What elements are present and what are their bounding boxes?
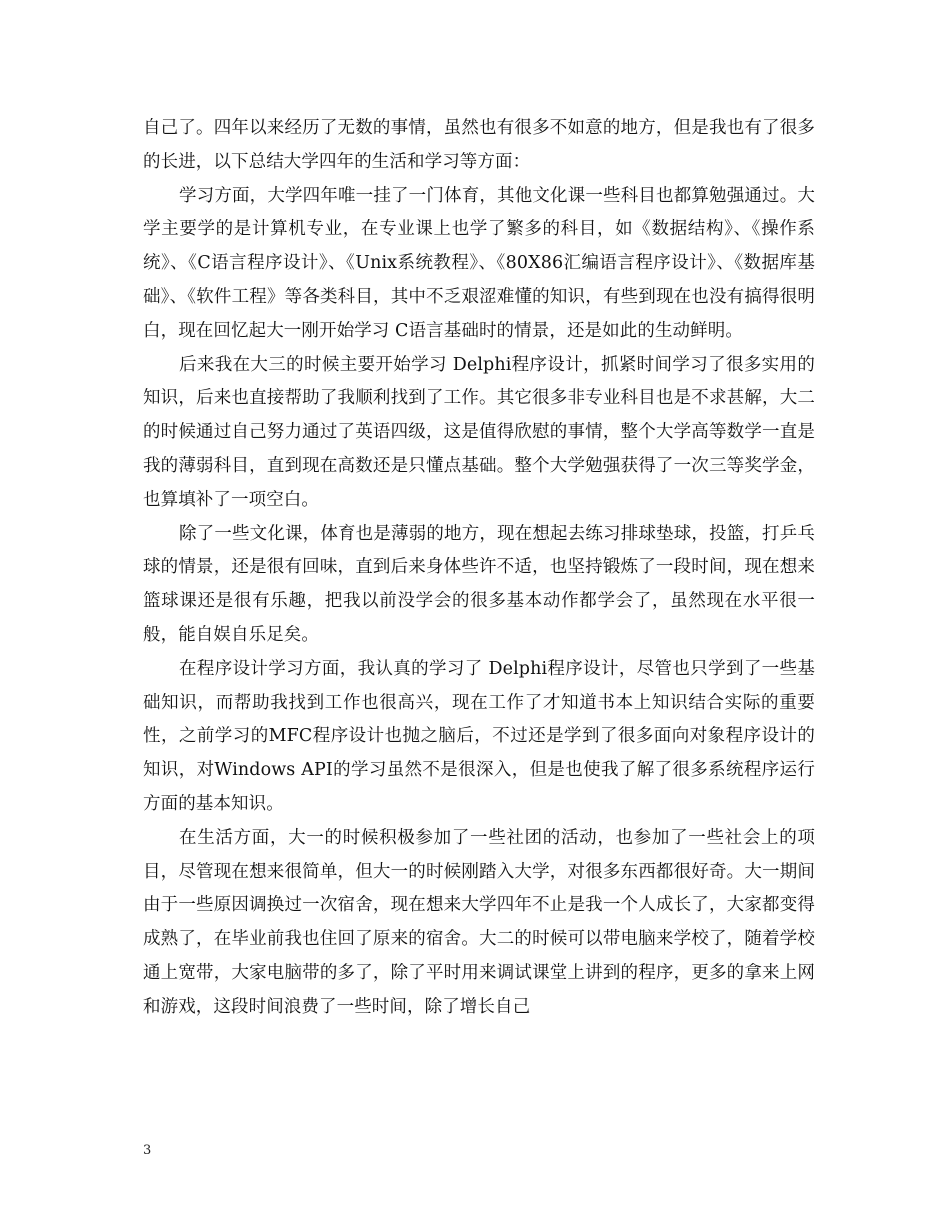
paragraph-sports: 除了一些文化课，体育也是薄弱的地方，现在想起去练习排球垫球，投篮，打乒乓球的情景，还是很有回味，直到后来身体些许不适，也坚持锻炼了一段时间，现在想来篮球课还是很有乐趣，把我以前没学会的很多基本动作都学会了，虽然现在水平很一般，能自娱自乐足矣。 xyxy=(143,523,815,645)
paragraph-life: 在生活方面，大一的时候积极参加了一些社团的活动，也参加了一些社会上的项目，尽管现在想来很简单，但大一的时候刚踏入大学，对很多东西都很好奇。大一期间由于一些原因调换过一次宿舍，现在想来大学四年不止是我一个人成长了，大家都变得成熟了，在毕业前我也住回了原来的宿舍。大二的时候可以带电脑来学校了，随着学校通上宽带，大家电脑带的多了，除了平时用来调试课堂上讲到的程序，更多的拿来上网和游戏，这段时间浪费了一些时间，除了增长自己 xyxy=(143,827,815,1017)
paragraph-delphi: 后来我在大三的时候主要开始学习 Delphi程序设计，抓紧时间学习了很多实用的知识，后来也直接帮助了我顺利找到了工作。其它很多非专业科目也是不求甚解，大二的时候通过自己努力通过了英语四级，这是值得欣慰的事情，整个大学高等数学一直是我的薄弱科目，直到现在高数还是只懂点基础。整个大学勉强获得了一次三等奖学金，也算填补了一项空白。 xyxy=(143,354,815,510)
paragraph-study: 学习方面，大学四年唯一挂了一门体育，其他文化课一些科目也都算勉强通过。大学主要学的是计算机专业，在专业课上也学了繁多的科目，如《数据结构》、《操作系统》、《C语言程序设计》、《Unix系统教程》、《80X86汇编语言程序设计》、《数据库基础》、《软件工程》等各类科目，其中不乏艰涩难懂的知识，有些到现在也没有搞得很明白，现在回忆起大一刚开始学习 C语言基础时的情景，还是如此的生动鲜明。 xyxy=(143,185,815,341)
paragraph-intro: 自己了。四年以来经历了无数的事情，虽然也有很多不如意的地方，但是我也有了很多的长进，以下总结大学四年的生活和学习等方面： xyxy=(143,118,815,172)
page-number: 3 xyxy=(143,1143,152,1158)
paragraph-programming: 在程序设计学习方面，我认真的学习了 Delphi程序设计，尽管也只学到了一些基础知识，而帮助我找到工作也很高兴，现在工作了才知道书本上知识结合实际的重要性，之前学习的MFC程序设计也抛之脑后，不过还是学到了很多面向对象程序设计的知识，对Windows API的学习虽然不是很深入，但是也使我了解了很多系统程序运行方面的基本知识。 xyxy=(143,658,815,814)
body-text xyxy=(143,112,815,1025)
